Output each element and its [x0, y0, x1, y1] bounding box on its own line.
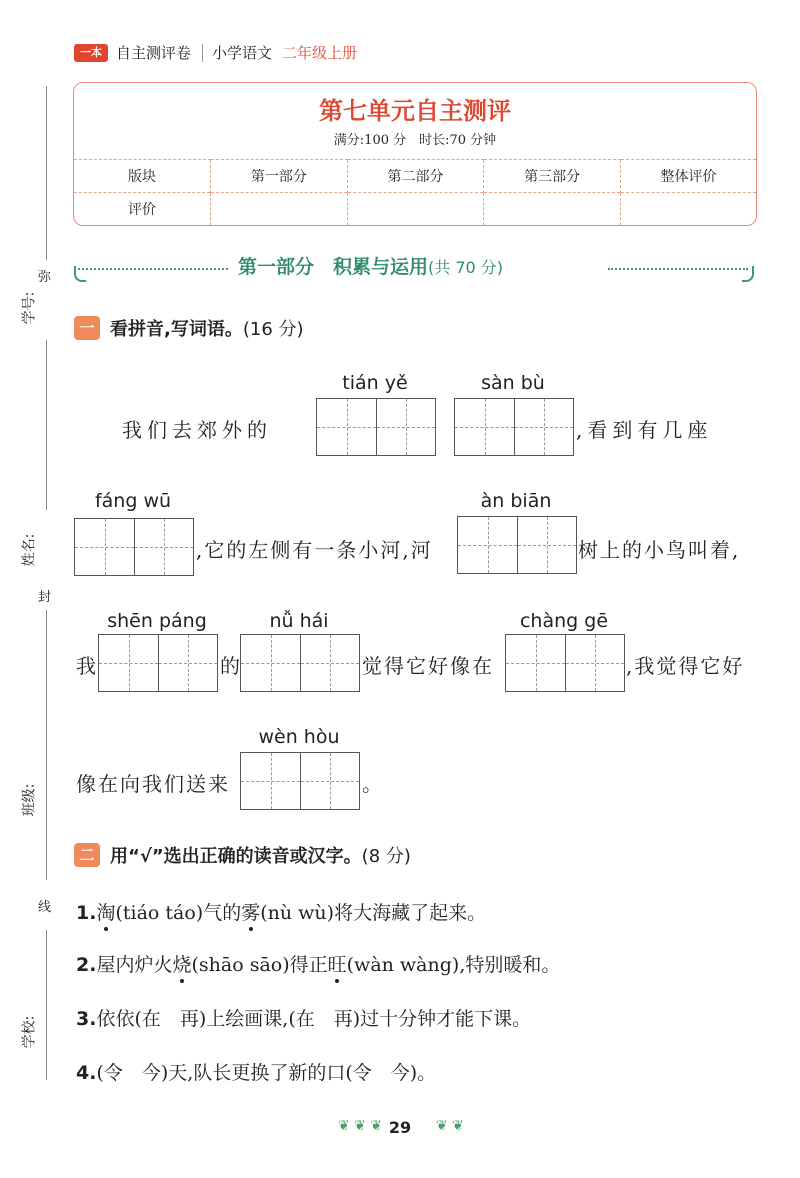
question-score: (16 分) — [242, 319, 304, 340]
section-banner — [238, 252, 503, 279]
banner-dots-left — [78, 268, 228, 270]
subject-label: 小学语文 — [212, 44, 273, 62]
question-item — [76, 1004, 531, 1031]
item-text: 屋内炉火 — [96, 954, 173, 976]
table-cell-blank[interactable] — [211, 193, 348, 226]
question-number: 二 — [74, 843, 100, 867]
sentence-text: ,我觉得它好 — [626, 654, 745, 678]
brand-logo: 一本 — [74, 44, 108, 62]
pinyin-label: àn biān — [480, 490, 552, 512]
table-cell: 第二部分 — [347, 160, 484, 193]
sentence-text: ,看到有几座 — [576, 418, 713, 442]
writing-grid[interactable] — [505, 634, 625, 692]
writing-grid[interactable] — [74, 518, 194, 576]
item-number: 4. — [76, 1062, 97, 1084]
writing-grid[interactable] — [457, 516, 577, 574]
pinyin-label: wèn hòu — [258, 726, 340, 748]
item-number: 2. — [76, 954, 97, 976]
sprout-icon: ❦ ❦ — [436, 1118, 464, 1134]
item-number: 3. — [76, 1008, 97, 1030]
question-item — [76, 1058, 436, 1085]
sprout-icon: ❦ ❦ ❦ — [338, 1118, 383, 1134]
writing-grid[interactable] — [98, 634, 218, 692]
sentence-text: 。 — [362, 772, 387, 796]
sentence-text: 的 — [220, 654, 245, 678]
item-text[interactable]: (wàn wàng),特别暖和。 — [346, 954, 561, 976]
table-row — [74, 193, 756, 226]
question-item — [76, 898, 486, 925]
test-meta: 满分:100 分 时长:70 分钟 — [333, 133, 497, 148]
question-score: (8 分) — [361, 846, 411, 867]
banner-curl-right — [742, 266, 754, 282]
table-cell-blank[interactable] — [621, 193, 756, 226]
pinyin-label: shēn páng — [107, 610, 207, 632]
item-text[interactable]: (tiáo táo)气的 — [115, 902, 242, 924]
item-number: 1. — [76, 902, 97, 924]
table-row — [74, 160, 756, 193]
test-title-box — [73, 82, 757, 226]
seal-char: 线 — [38, 900, 52, 915]
evaluation-table — [74, 159, 756, 225]
marked-char: 淘 — [96, 902, 116, 924]
question-item — [76, 950, 560, 977]
table-cell: 整体评价 — [621, 160, 756, 193]
marked-char: 烧 — [172, 954, 192, 976]
question-title — [110, 315, 304, 341]
series-title: 自主测评卷 — [116, 44, 192, 62]
pinyin-label: nǚ hái — [269, 610, 329, 632]
writing-grid[interactable] — [316, 398, 436, 456]
item-text[interactable]: (nù wù)将大海藏了起来。 — [260, 902, 487, 924]
test-title: 第七单元自主测评 — [319, 97, 511, 125]
item-text[interactable]: 依依(在 再)上绘画课,(在 再)过十分钟才能下课。 — [96, 1008, 532, 1030]
pinyin-label: fáng wū — [94, 490, 172, 512]
grade-label: 二年级上册 — [282, 44, 358, 62]
marked-char: 旺 — [327, 954, 347, 976]
sentence-text: ,它的左侧有一条小河,河 — [196, 538, 433, 562]
table-cell: 第一部分 — [211, 160, 348, 193]
table-cell: 第三部分 — [484, 160, 621, 193]
marked-char: 雾 — [241, 902, 261, 924]
pinyin-label: chàng gē — [519, 610, 609, 632]
section-score: (共 70 分) — [428, 258, 504, 277]
banner-dots-right — [608, 268, 748, 270]
binding-line — [46, 86, 47, 260]
writing-grid[interactable] — [240, 752, 360, 810]
name-label: 姓名: — [21, 533, 38, 567]
page-number: 29 — [388, 1118, 412, 1137]
section-title: 第一部分 积累与运用 — [238, 256, 429, 278]
table-cell-blank[interactable] — [484, 193, 621, 226]
question-text: 用“√”选出正确的读音或汉字。 — [110, 846, 362, 867]
table-cell-blank[interactable] — [347, 193, 484, 226]
sentence-text: 像在向我们送来 — [76, 772, 230, 796]
student-id-label: 学号: — [21, 291, 38, 325]
pinyin-label: sàn bù — [481, 372, 545, 394]
question-text: 看拼音,写词语。 — [110, 319, 243, 340]
question-number: 一 — [74, 316, 100, 340]
binding-line — [46, 930, 47, 1080]
writing-grid[interactable] — [454, 398, 574, 456]
pinyin-label: tián yě — [342, 372, 408, 394]
table-cell: 评价 — [74, 193, 211, 226]
sentence-text: 觉得它好像在 — [362, 654, 494, 678]
sentence-text: 树上的小鸟叫着, — [578, 538, 741, 562]
header-divider — [202, 44, 203, 62]
item-text[interactable]: (shāo sāo)得正 — [191, 954, 328, 976]
sentence-text: 我 — [76, 654, 101, 678]
seal-char: 封 — [38, 590, 52, 605]
table-cell: 版块 — [74, 160, 211, 193]
class-label: 班级: — [21, 783, 38, 817]
item-text[interactable]: (令 今)天,队长更换了新的口(令 今)。 — [96, 1062, 437, 1084]
question-title — [110, 842, 411, 868]
seal-char: 弥 — [38, 270, 52, 285]
binding-line — [46, 340, 47, 510]
school-label: 学校: — [21, 1015, 38, 1049]
writing-grid[interactable] — [240, 634, 360, 692]
binding-line — [46, 610, 47, 880]
sentence-text: 我们去郊外的 — [122, 418, 272, 442]
